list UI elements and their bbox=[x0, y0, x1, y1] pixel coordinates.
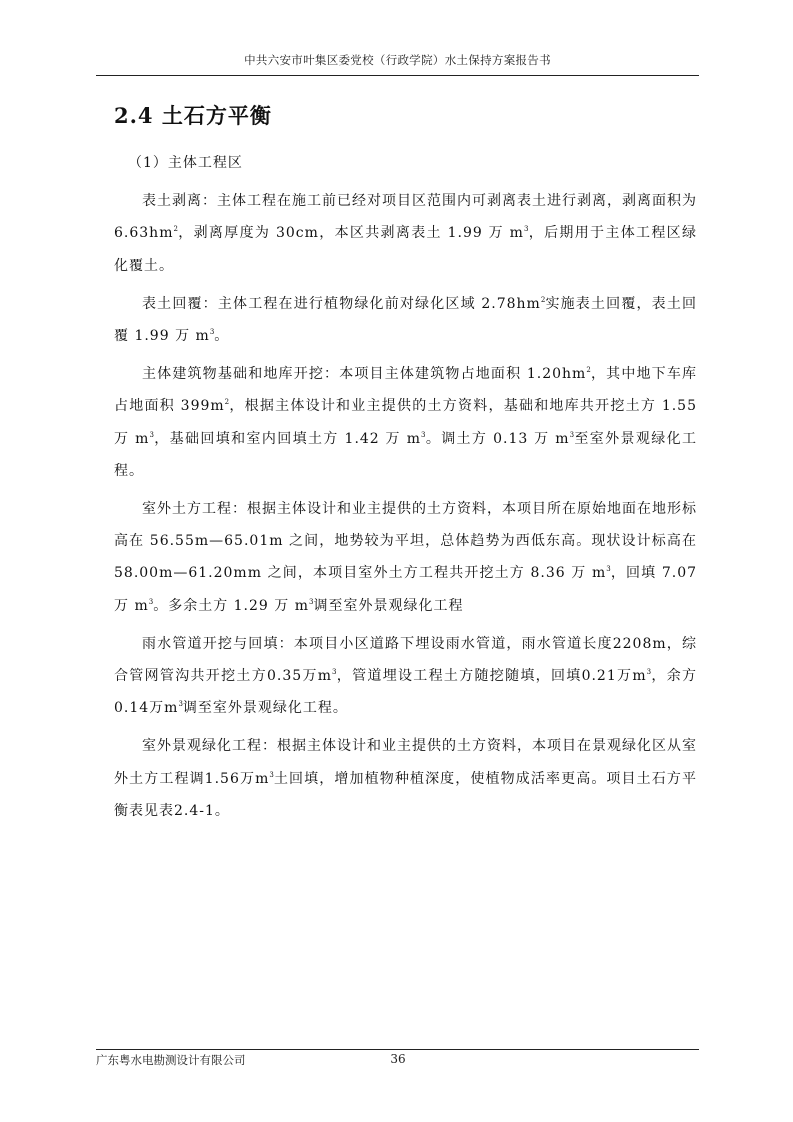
page-header: 中共六安市叶集区委党校（行政学院）水土保持方案报告书 bbox=[244, 53, 551, 67]
section-title: 2.4 土石方平衡 bbox=[114, 103, 272, 128]
paragraph-outdoor-earthwork: 室外土方工程：根据主体设计和业主提供的土方资料，本项目所在原始地面在地形标高在 56.55m—65.01m 之间，地势较为平坦，总体趋势为西低东高。现状设计标高在 58.00m—61.20mm 之间，本项目室外土方工程共开挖土方 8.36 万 $m^3$，回填 7.07 万 $m^3$。多余土方 1.29 万 $m^3$调至室外景观绿化工程 bbox=[114, 501, 698, 614]
subsection-title: （1）主体工程区 bbox=[128, 155, 243, 171]
body-content bbox=[114, 147, 697, 833]
paragraph-foundation-excavation: 主体建筑物基础和地库开挖：本项目主体建筑物占地面积 $1.20hm^2$，其中地下车库占地面积 $399m^2$，根据主体设计和业主提供的土方资料，基础和地库共开挖土方 1.55 万 $m^3$，基础回填和室内回填土方 1.42 万 $m^3$。调土方 0.13 万 $m^3$至室外景观绿化工程。 bbox=[114, 366, 698, 479]
paragraph-topsoil-stripping: 表土剥离：主体工程在施工前已经对项目区范围内可剥离表土进行剥离，剥离面积为 $6.63hm^2$，剥离厚度为 30cm，本区共剥离表土 1.99 万 $m^3$，后期用于主体工程区绿化覆土。 bbox=[114, 193, 697, 274]
footer-rule bbox=[96, 1049, 699, 1050]
paragraph-stormwater-pipe: 雨水管道开挖与回填：本项目小区道路下埋设雨水管道，雨水管道长度2208m，综合管网管沟共开挖土方0.35万$m^3$，管道埋设工程土方随挖随填，回填0.21万$m^3$，余方0.14万$m^3$调至室外景观绿化工程。 bbox=[114, 635, 697, 717]
paragraph-landscape-greening: 室外景观绿化工程：根据主体设计和业主提供的土方资料，本项目在景观绿化区从室外土方工程调1.56万$m^3$土回填，增加植物种植深度，使植物成活率更高。项目土石方平衡表见表2.4-1。 bbox=[114, 738, 697, 819]
header-rule bbox=[96, 75, 699, 76]
page-number: 36 bbox=[390, 1052, 406, 1066]
paragraph-topsoil-backfill: 表土回覆：主体工程在进行植物绿化前对绿化区域 $2.78hm^2$实施表土回覆，表土回覆 1.99 万 $m^3$。 bbox=[114, 295, 697, 345]
footer-company: 广东粤水电勘测设计有限公司 bbox=[96, 1053, 246, 1067]
